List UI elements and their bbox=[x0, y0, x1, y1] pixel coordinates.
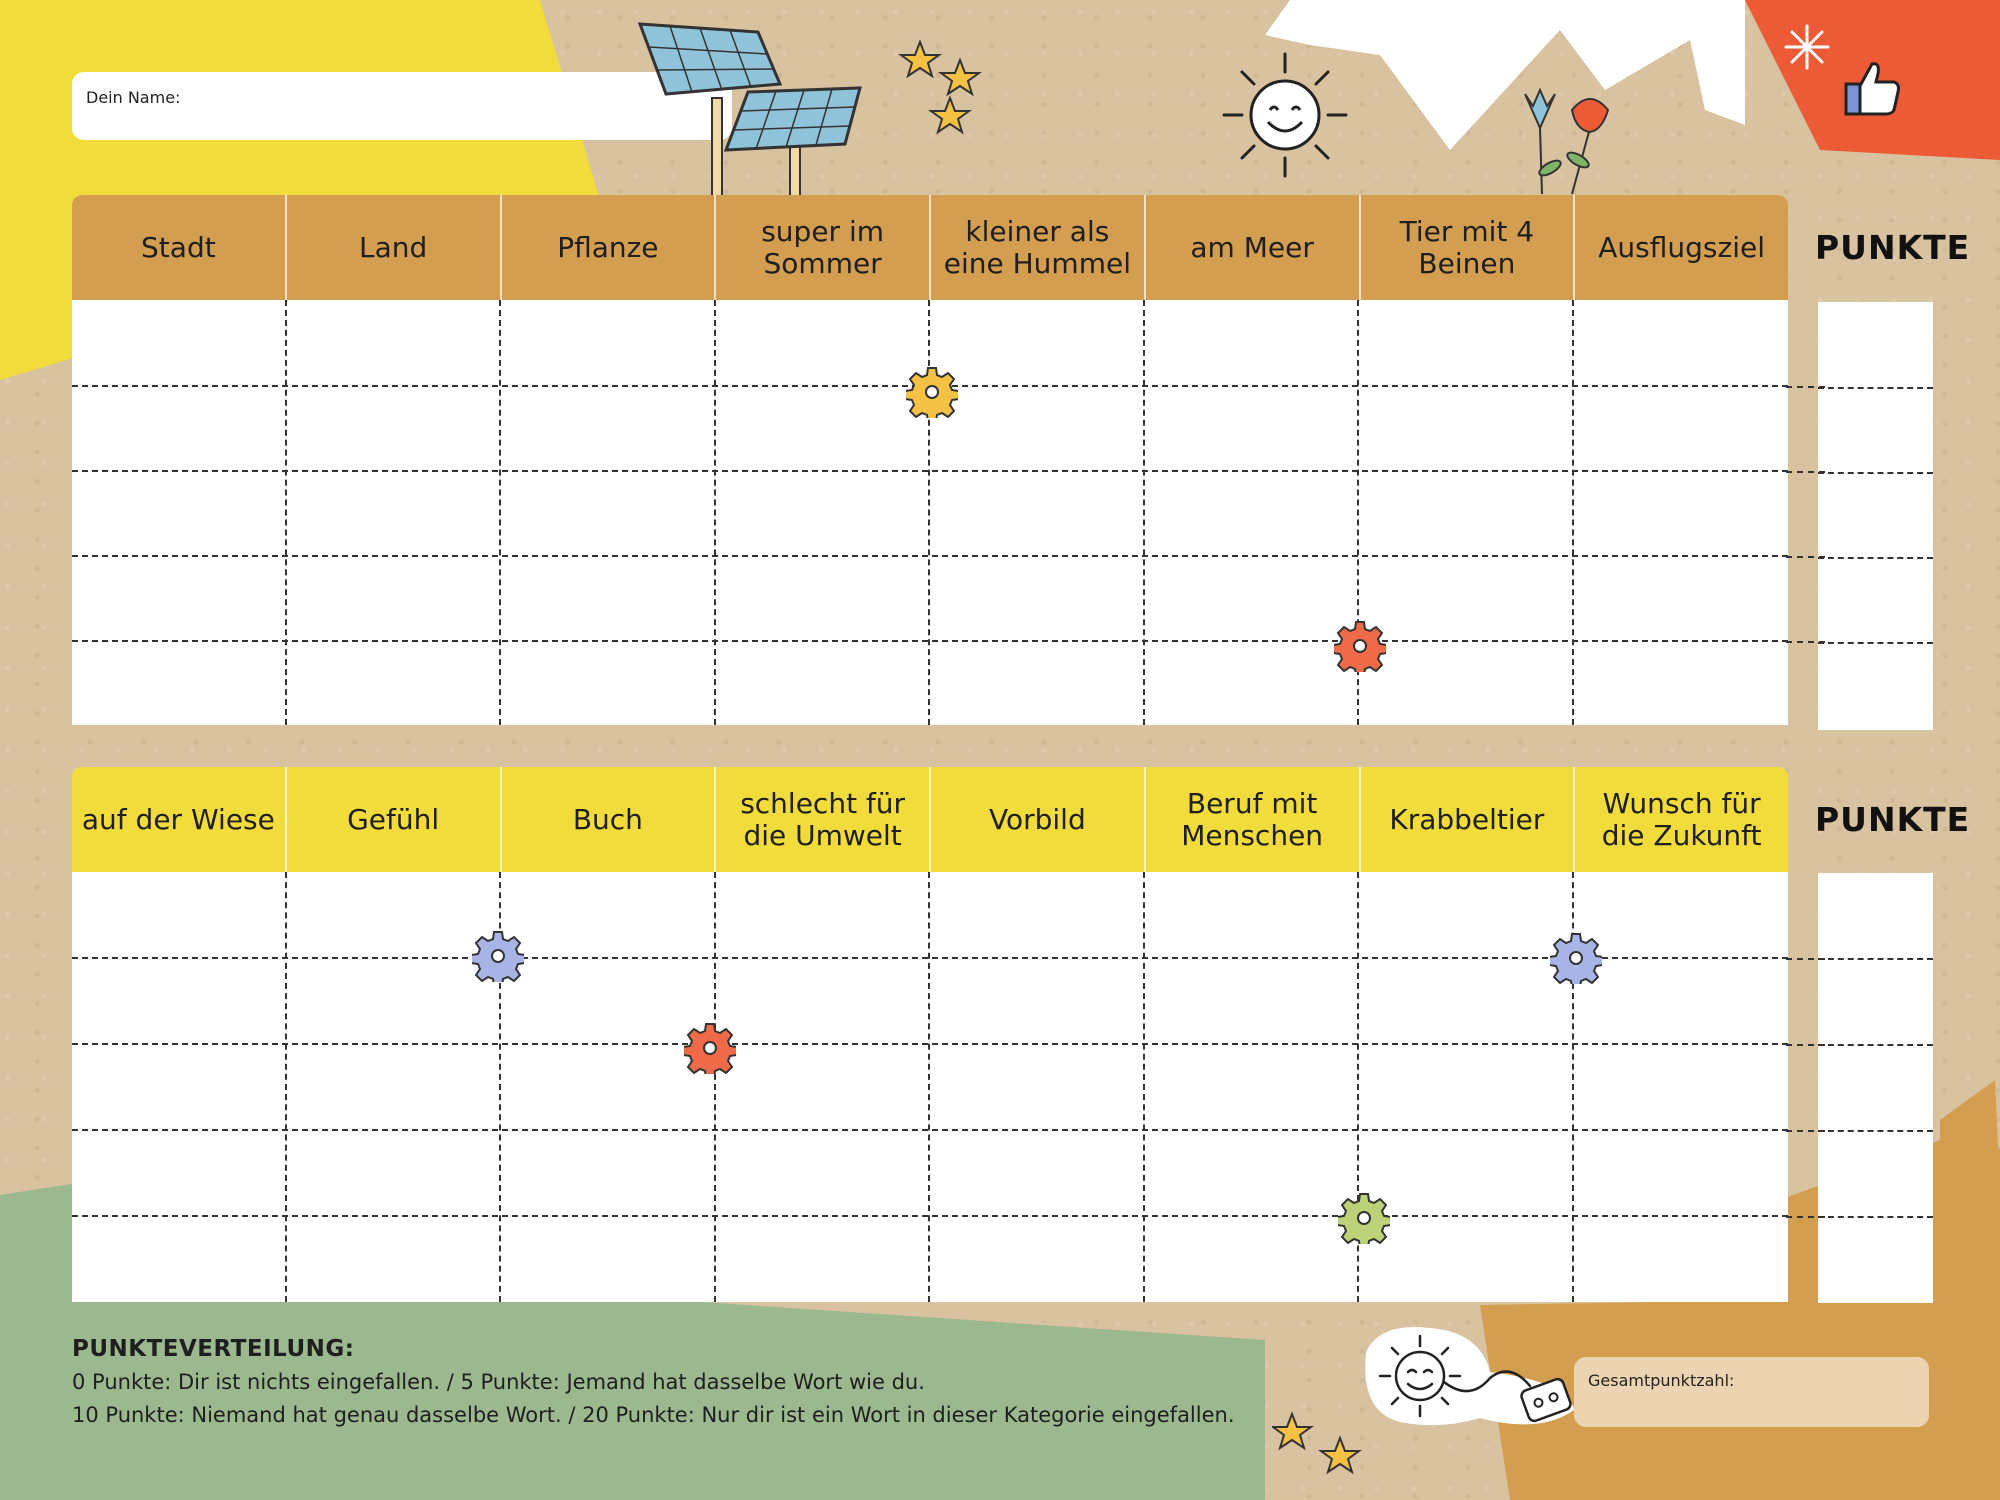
header-schlecht-fuer-umwelt: schlecht für die Umwelt bbox=[716, 767, 931, 872]
solar-panel-icon bbox=[630, 18, 870, 198]
header-beruf-mit-menschen: Beruf mit Menschen bbox=[1146, 767, 1361, 872]
flower-icon bbox=[1510, 88, 1640, 198]
header-am-meer: am Meer bbox=[1146, 195, 1361, 300]
header-tier-4-beinen: Tier mit 4 Beinen bbox=[1361, 195, 1576, 300]
table-bottom-body[interactable] bbox=[72, 872, 1788, 1302]
gear-icon bbox=[684, 1022, 736, 1074]
gear-icon bbox=[472, 930, 524, 982]
table-bottom-connector bbox=[1786, 872, 1826, 1302]
sparkle-icon bbox=[1782, 22, 1832, 72]
gear-icon bbox=[1338, 1192, 1390, 1244]
sun-face-icon bbox=[1220, 50, 1350, 180]
scoring-line-2: 10 Punkte: Niemand hat genau dasselbe Wort. / 20 Punkte: Nur dir ist ein Wort in dieser Kategorie eingefallen. bbox=[72, 1403, 1235, 1427]
gear-icon bbox=[906, 366, 958, 418]
header-ausflugsziel: Ausflugsziel bbox=[1598, 230, 1765, 264]
name-label: Dein Name: bbox=[86, 88, 181, 107]
gear-icon bbox=[1550, 932, 1602, 984]
punkte-column-top[interactable] bbox=[1818, 302, 1933, 730]
table-top-header bbox=[72, 195, 1788, 300]
header-krabbeltier: Krabbeltier bbox=[1361, 767, 1576, 872]
star-icon bbox=[898, 38, 988, 138]
thumbs-up-icon bbox=[1838, 58, 1904, 118]
gear-icon bbox=[1334, 620, 1386, 672]
header-stadt: Stadt bbox=[72, 195, 287, 300]
header-pflanze: Pflanze bbox=[502, 195, 717, 300]
punkte-column-bottom[interactable] bbox=[1818, 873, 1933, 1303]
total-points-label: Gesamtpunktzahl: bbox=[1588, 1371, 1735, 1390]
header-buch: Buch bbox=[502, 767, 717, 872]
header-wunsch-zukunft: Wunsch für die Zukunft bbox=[1601, 786, 1762, 852]
table-top-connector bbox=[1786, 300, 1826, 730]
header-gefuehl: Gefühl bbox=[287, 767, 502, 872]
plug-sun-icon bbox=[1360, 1322, 1580, 1432]
punkte-title-top: PUNKTE bbox=[1815, 228, 1971, 267]
scoring-title: PUNKTEVERTEILUNG: bbox=[72, 1336, 355, 1362]
scoring-section bbox=[72, 1333, 1235, 1432]
scoring-line-1: 0 Punkte: Dir ist nichts eingefallen. / 5 Punkte: Jemand hat dasselbe Wort wie du. bbox=[72, 1370, 925, 1394]
table-bottom bbox=[72, 767, 1788, 1302]
total-points-field[interactable] bbox=[1574, 1357, 1929, 1427]
punkte-title-bottom: PUNKTE bbox=[1815, 800, 1971, 839]
header-super-im-sommer: super im Sommer bbox=[716, 195, 931, 300]
table-bottom-header bbox=[72, 767, 1788, 872]
header-land: Land bbox=[287, 195, 502, 300]
header-vorbild: Vorbild bbox=[931, 767, 1146, 872]
star-icon bbox=[1272, 1410, 1362, 1490]
header-auf-der-wiese: auf der Wiese bbox=[72, 767, 287, 872]
header-kleiner-als-hummel: kleiner als eine Hummel bbox=[931, 195, 1146, 300]
table-top-body[interactable] bbox=[72, 300, 1788, 725]
table-top bbox=[72, 195, 1788, 725]
